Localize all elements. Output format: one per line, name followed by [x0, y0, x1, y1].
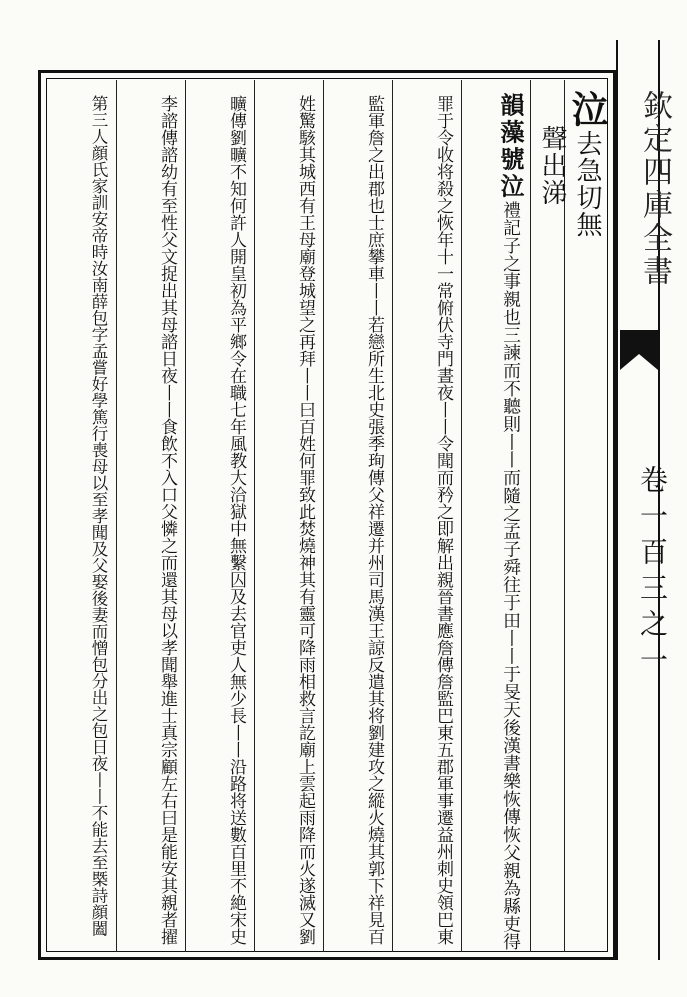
volume-label: 卷一百三之一: [636, 465, 669, 681]
column-rule: [530, 80, 531, 952]
text-column-2: [490, 92, 530, 950]
fishtail-mark-icon: [620, 330, 658, 370]
entry-pronunciation: 去急切: [572, 130, 602, 211]
column-rule: [564, 80, 565, 952]
text-column-5: 姓驚駭其城西有王母廟登城望之再拜丨丨曰百姓何罪致此焚燒神其有靈可降雨相救言訖廟上雲起雨降而火遂滅又劉: [295, 95, 315, 945]
text-column-3: 罪于令收将殺之恢年十一常俯伏寺門晝夜丨丨令聞而矜之即解出親晉書應詹傳詹監巴東五郡軍事遷益州刺史領巴東: [433, 95, 453, 945]
text-column-6: 曠傳劉曠不知何許人開皇初為平鄉令在職七年風教大洽獄中無繫囚及去官吏人無少長丨丨沿路将送數百里不絶宋史: [226, 95, 246, 945]
phrase-headword: 韻藻號泣: [496, 92, 525, 201]
entry-extra: 無: [572, 211, 602, 238]
entry-tone-note: 聲出涕: [537, 125, 567, 206]
entry-heading: [565, 90, 609, 238]
text-column-8: 第三人顔氏家訓安帝時汝南薛包字孟嘗好學篤行喪母以至孝聞及父娶後妻而憎包分出之包日夜丨丨不能去至槩詩顔闔: [89, 95, 108, 937]
entry-character: 泣: [565, 90, 609, 130]
text-column-7: 李諮傳諮幼有至性父文捉出其母諮日夜丨丨食飲不入口父憐之而還其母以孝聞舉進士真宗顧左右曰是能安其親者擢: [157, 95, 177, 945]
text-column-4: 監軍詹之出郡也士庶攀車丨丨若戀所生北史張季珣傳父祥遷并州司馬漢王諒反遣其将劉建攻之縱火燒其郭下祥見百: [364, 95, 384, 945]
column-text: 禮記子之事親也三諫而不聽則丨丨而隨之孟子舜往于田丨丨于旻天後漢書樂恢傳恢父親為縣吏得: [500, 200, 521, 951]
book-title: 欽定四庫全書: [637, 90, 672, 288]
